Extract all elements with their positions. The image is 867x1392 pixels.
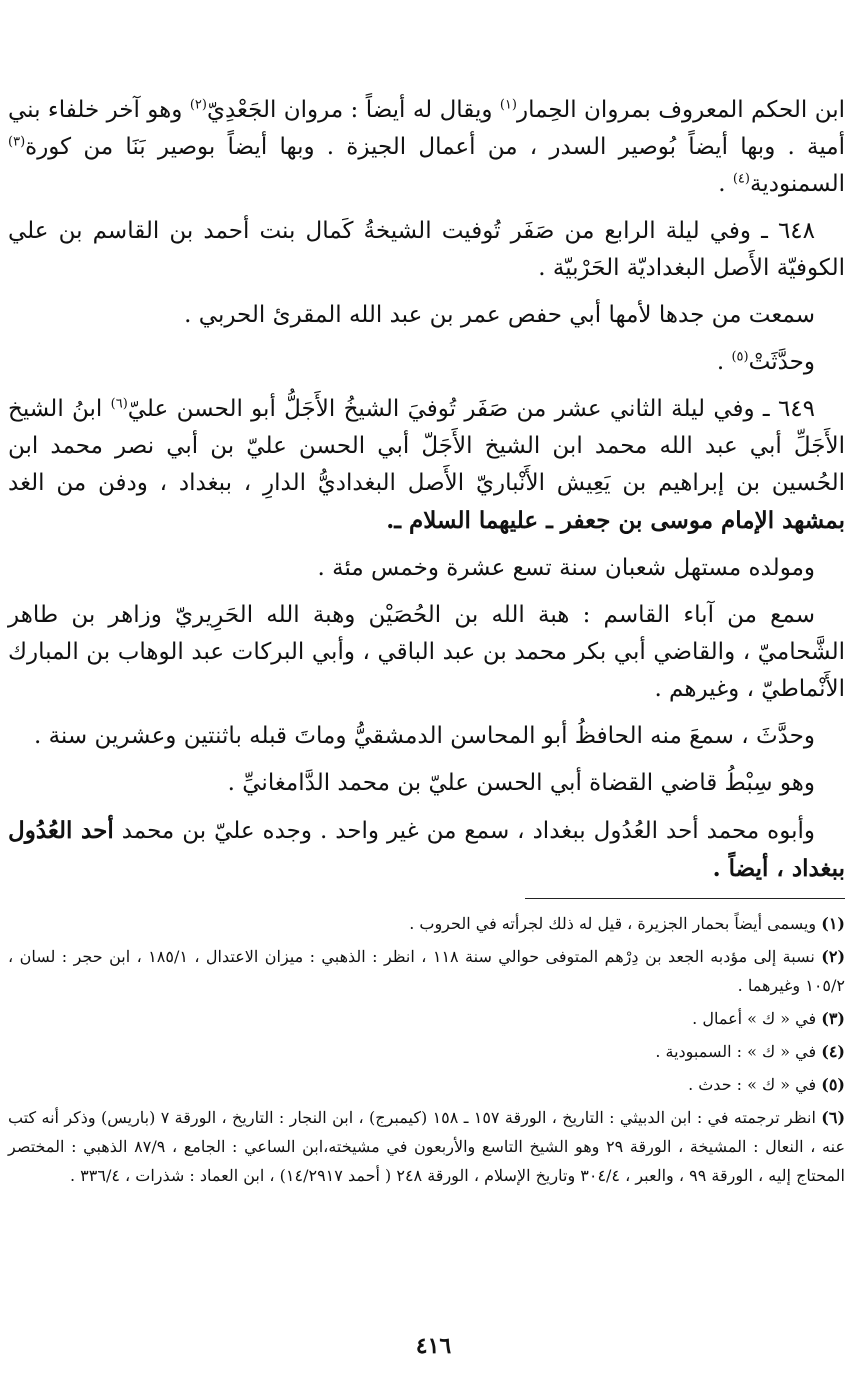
footnote-number: (٢) — [821, 947, 846, 966]
entry-648: ٦٤٨ ـ وفي ليلة الرابع من صَفَر تُوفيت الشيخةُ كَمال بنت أحمد بن القاسم بن علي الكوفيّة الأَصل البغداديّة الحَرْبيّة . — [8, 218, 845, 281]
paragraph-narrated — [8, 344, 845, 381]
footnote-divider — [525, 898, 845, 899]
footnote-ref-1[interactable]: (١) — [499, 97, 517, 113]
footnote-5 — [8, 1070, 845, 1099]
text: ابنُ الشيخ الأَجَلِّ أبي عبد الله محمد ابن الشيخ الأَجَلّ أبي الحسن عليّ بن أبي نصر محمد ابن الحُسين بن إبراهيم بن يَعِيش الأَنْباريّ الأَصل البغداديُّ الدارِ ، ببغداد ، ودفن من الغد — [8, 396, 845, 496]
text: ٦٤٩ ـ وفي ليلة الثاني عشر من صَفَر تُوفيَ الشيخُ الأَجَلُّ أبو الحسن عليّ — [127, 396, 816, 422]
text: السمنودية — [749, 171, 845, 197]
text: ابن الحكم المعروف بمروان الحِمار — [516, 97, 845, 123]
text: . — [718, 171, 733, 197]
footnote-number: (٥) — [821, 1075, 845, 1094]
footnote-number: (٣) — [821, 1009, 845, 1028]
footnotes — [8, 909, 845, 1190]
footnote-number: (١) — [821, 914, 845, 933]
footnote-6 — [8, 1103, 845, 1190]
footnote-1 — [8, 909, 845, 938]
paragraph-1 — [8, 92, 845, 203]
text-bold: أحد العُدُول ببغداد ، أيضاً . — [8, 817, 845, 882]
paragraph-birth: ومولده مستهل شعبان سنة تسع عشرة وخمس مئة . — [317, 555, 815, 581]
footnote-ref-6[interactable]: (٦) — [110, 396, 128, 412]
paragraph-students: وحدَّثَ ، سمعَ منه الحافظُ أبو المحاسن الدمشقيُّ وماتَ قبله باثنتين وعشرين سنة . — [33, 723, 815, 749]
footnote-text: نسبة إلى مؤدبه الجعد بن دِرْهم المتوفى حوالي سنة ١١٨ ، انظر : الذهبي : ميزان الاعتدال ، ١٨٥/١ ، ابن حجر : لسان ، ١٠٥/٢ وغيرهما . — [8, 947, 845, 995]
footnote-text: ويسمى أيضاً بحمار الجزيرة ، قيل له ذلك لجرأته في الحروب . — [409, 914, 817, 933]
text: وأبوه محمد أحد العُدُول ببغداد ، سمع من غير واحد . وجده عليّ بن محمد — [113, 818, 815, 844]
footnote-text: في « ك » : حدث . — [688, 1075, 817, 1094]
text: . — [716, 349, 732, 375]
paragraph-heard-from: سمعت من جدها لأمها أبي حفص عمر بن عبد الله المقرئ الحربي . — [184, 302, 815, 328]
footnote-text: انظر ترجمته في : ابن الدبيثي : التاريخ ، الورقة ١٥٧ ـ ١٥٨ (كيمبرج) ، ابن النجار : التاريخ ، الورقة ٧ (باريس) وذكر أنه كتب عنه ، النعال : المشيخة ، الورقة ٢٩ وهو الشيخ التاسع والأربعون في مشيخته،ابن الساعي : الجامع ، ٨٧/٩ الذهبي : المختصر المحتاج إليه ، الورقة ٩٩ ، والعبر ، ٣٠٤/٤ وتاريخ الإسلام ، الورقة ٢٤٨ ( أحمد ١٤/٢٩١٧) ، ابن العماد : شذرات ، ٣٣٦/٤ . — [8, 1108, 845, 1185]
footnote-number: (٤) — [821, 1042, 845, 1061]
page-number: ٤١٦ — [415, 1333, 452, 1359]
paragraph-teachers: سمع من آباء القاسم : هبة الله بن الحُصَيْن وهبة الله الحَرِيريّ وزاهر بن طاهر الشَّحاميّ ، والقاضي أبي بكر محمد بن عبد الباقي ، وأبي البركات عبد الوهاب بن المبارك الأَنْماطيّ ، وغيرهم . — [8, 602, 845, 702]
main-text — [8, 92, 845, 888]
footnote-text: في « ك » : السمبودية . — [655, 1042, 817, 1061]
paragraph-father — [8, 812, 845, 888]
footnote-4 — [8, 1037, 845, 1066]
footnote-ref-5[interactable]: (٥) — [731, 349, 749, 365]
footnote-ref-2[interactable]: (٢) — [189, 97, 207, 113]
footnote-3 — [8, 1004, 845, 1033]
footnote-number: (٦) — [821, 1108, 846, 1127]
text: ويقال له أيضاً : مروان الجَعْدِيّ — [206, 97, 500, 123]
text: وهو آخر خلفاء بني أمية . وبها أيضاً بُوصير السدر ، من أعمال الجيزة . وبها أيضاً بوصير بَنَا من كورة — [8, 97, 845, 160]
text-bold: بمشهد الإمام موسى بن جعفر ـ عليهما السلام ـ. — [386, 507, 845, 534]
footnote-ref-4[interactable]: (٤) — [732, 171, 750, 187]
footnote-text: في « ك » أعمال . — [692, 1009, 817, 1028]
entry-649 — [8, 391, 845, 540]
footnote-2 — [8, 942, 845, 1000]
text: وحدَّثَتْ — [748, 349, 815, 375]
paragraph-lineage: وهو سِبْطُ قاضي القضاة أبي الحسن عليّ بن محمد الدَّامغانيِّ . — [227, 770, 815, 796]
footnote-ref-3[interactable]: (٣) — [8, 134, 26, 150]
book-page — [8, 92, 845, 1392]
